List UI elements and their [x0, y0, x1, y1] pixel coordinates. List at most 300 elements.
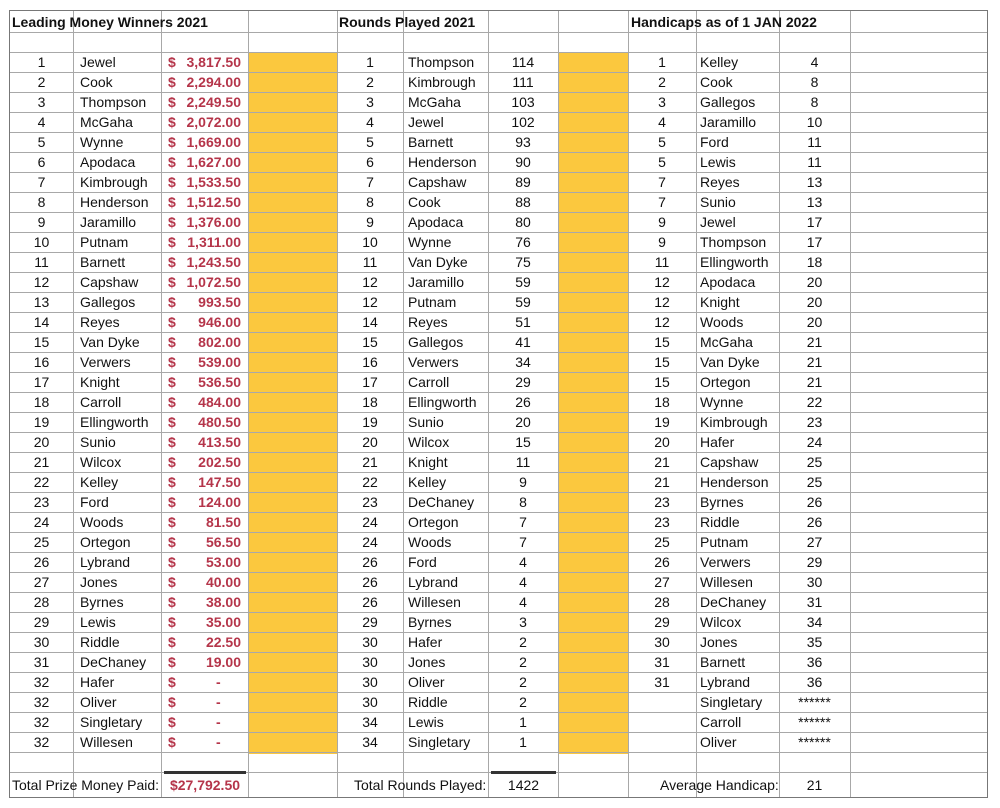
rounds-name: Apodaca [408, 214, 464, 230]
handicap-rank: 7 [658, 194, 666, 210]
money-currency: $ [168, 114, 176, 130]
money-currency: $ [168, 494, 176, 510]
handicap-rank: 5 [658, 134, 666, 150]
rounds-count: 4 [519, 574, 527, 590]
money-rank: 17 [33, 374, 50, 390]
rounds-rank: 23 [362, 494, 378, 510]
money-amount: 19.00 [205, 654, 241, 670]
money-total-value: $27,792.50 [169, 777, 241, 793]
money-name: Wynne [80, 134, 124, 150]
money-currency: $ [168, 74, 176, 90]
handicap-name: Knight [700, 294, 740, 310]
handicap-rank: 23 [654, 514, 670, 530]
handicaps-title: Handicaps as of 1 JAN 2022 [631, 14, 817, 30]
rounds-count: 2 [519, 634, 527, 650]
rounds-rank: 3 [366, 94, 374, 110]
rounds-rank: 8 [366, 194, 374, 210]
handicap-name: Barnett [700, 654, 746, 670]
rounds-title: Rounds Played 2021 [339, 14, 476, 30]
money-rank: 8 [37, 194, 46, 210]
money-amount: 1,533.50 [186, 174, 241, 190]
rounds-name: Oliver [408, 674, 445, 690]
rounds-rank: 34 [362, 734, 378, 750]
money-name: Wilcox [80, 454, 122, 470]
rounds-rank: 2 [366, 74, 374, 90]
handicap-name: Ellingworth [700, 254, 769, 270]
rounds-name: Wilcox [408, 434, 450, 450]
handicap-value: 13 [806, 174, 823, 190]
money-rank: 26 [33, 554, 50, 570]
rounds-rank: 19 [362, 414, 378, 430]
money-rank: 12 [33, 274, 50, 290]
rounds-count: 88 [515, 194, 531, 210]
rounds-rank: 10 [362, 234, 378, 250]
money-rank: 22 [33, 474, 50, 490]
handicap-value: ****** [798, 694, 831, 710]
money-amount: 38.00 [205, 594, 241, 610]
rounds-name: Van Dyke [408, 254, 468, 270]
handicap-name: DeChaney [700, 594, 767, 610]
money-amount: 40.00 [205, 574, 241, 590]
handicap-rank [628, 692, 696, 712]
money-currency: $ [168, 314, 176, 330]
handicap-value: 36 [806, 654, 823, 670]
money-amount: - [216, 714, 221, 730]
money-name: Knight [80, 374, 120, 390]
money-total-rule [164, 771, 246, 774]
money-currency: $ [168, 434, 176, 450]
rounds-count: 93 [515, 134, 531, 150]
rounds-name: Jones [408, 654, 446, 670]
money-currency: $ [168, 454, 176, 470]
rounds-name: Henderson [408, 154, 477, 170]
handicap-value: ****** [798, 714, 831, 730]
rounds-name: Ford [408, 554, 437, 570]
handicap-name: Reyes [700, 174, 740, 190]
money-title: Leading Money Winners 2021 [12, 14, 208, 30]
handicap-value: 24 [806, 434, 823, 450]
money-name: Singletary [80, 714, 143, 730]
money-currency: $ [168, 554, 176, 570]
rounds-rank: 18 [362, 394, 378, 410]
handicap-rank: 18 [654, 394, 670, 410]
rounds-count: 9 [519, 474, 527, 490]
money-currency: $ [168, 234, 176, 250]
money-currency: $ [168, 534, 176, 550]
handicap-rank: 27 [654, 574, 670, 590]
money-total-label: Total Prize Money Paid: [12, 777, 160, 793]
handicap-name: Wynne [700, 394, 744, 410]
handicap-rank: 5 [658, 154, 666, 170]
money-currency: $ [168, 334, 176, 350]
handicap-name: Jewel [700, 214, 736, 230]
money-rank: 32 [33, 734, 50, 750]
rounds-name: Kimbrough [408, 74, 476, 90]
rounds-name: Wynne [408, 234, 452, 250]
money-amount: 1,627.00 [186, 154, 241, 170]
money-rank: 23 [33, 494, 50, 510]
handicap-rank: 31 [654, 674, 670, 690]
money-rank: 27 [33, 574, 50, 590]
rounds-count: 114 [511, 54, 535, 70]
money-amount: 1,072.50 [186, 274, 241, 290]
handicap-value: 27 [806, 534, 823, 550]
rounds-count: 89 [515, 174, 531, 190]
handicap-rank: 15 [654, 354, 670, 370]
rounds-name: Putnam [408, 294, 457, 310]
rounds-name: Riddle [408, 694, 448, 710]
handicap-name: Henderson [700, 474, 769, 490]
money-currency: $ [168, 134, 176, 150]
money-amount: 147.50 [198, 474, 241, 490]
rounds-count: 2 [519, 674, 527, 690]
money-amount: 946.00 [198, 314, 241, 330]
money-amount: 81.50 [205, 514, 241, 530]
rounds-count: 1 [519, 734, 527, 750]
money-rank: 6 [37, 154, 46, 170]
rounds-count: 29 [515, 374, 531, 390]
rounds-count: 2 [519, 694, 527, 710]
handicap-value: 36 [806, 674, 823, 690]
rounds-rank: 6 [366, 154, 374, 170]
rounds-rank: 1 [366, 54, 374, 70]
rounds-name: Cook [408, 194, 441, 210]
money-rank: 4 [37, 114, 46, 130]
avg-handicap-value: 21 [806, 777, 823, 793]
money-amount: 3,817.50 [186, 54, 241, 70]
money-amount: 413.50 [198, 434, 241, 450]
rounds-rank: 30 [362, 694, 378, 710]
money-name: Riddle [80, 634, 120, 650]
rounds-count: 76 [515, 234, 531, 250]
handicap-rank [628, 732, 696, 752]
handicap-rank: 29 [654, 614, 670, 630]
rounds-total-rule [491, 771, 556, 774]
money-rank: 21 [33, 454, 50, 470]
money-name: Hafer [80, 674, 115, 690]
money-amount: 993.50 [198, 294, 241, 310]
money-currency: $ [168, 294, 176, 310]
handicap-rank: 15 [654, 374, 670, 390]
money-name: Jones [80, 574, 118, 590]
rounds-rank: 29 [362, 614, 378, 630]
rounds-count: 103 [511, 94, 535, 110]
money-name: Ellingworth [80, 414, 149, 430]
handicap-value: 25 [806, 474, 823, 490]
money-amount: 2,249.50 [186, 94, 241, 110]
rounds-rank: 26 [362, 554, 378, 570]
handicap-rank: 3 [658, 94, 666, 110]
handicap-rank: 1 [658, 54, 666, 70]
rounds-count: 7 [519, 534, 527, 550]
rounds-name: Capshaw [408, 174, 467, 190]
handicap-value: 22 [806, 394, 823, 410]
rounds-rank: 4 [366, 114, 374, 130]
money-amount: 1,512.50 [186, 194, 241, 210]
handicap-name: Kelley [700, 54, 739, 70]
money-rank: 20 [33, 434, 50, 450]
money-rank: 19 [33, 414, 50, 430]
money-rank: 5 [37, 134, 46, 150]
money-rank: 32 [33, 714, 50, 730]
money-currency: $ [168, 514, 176, 530]
money-currency: $ [168, 254, 176, 270]
rounds-count: 26 [515, 394, 531, 410]
handicap-value: 21 [806, 354, 823, 370]
money-currency: $ [168, 594, 176, 610]
money-currency: $ [168, 674, 176, 690]
money-name: Thompson [80, 94, 147, 110]
money-amount: - [216, 694, 221, 710]
money-name: Sunio [80, 434, 116, 450]
money-amount: 124.00 [198, 494, 241, 510]
money-name: Oliver [80, 694, 117, 710]
money-rank: 25 [33, 534, 50, 550]
handicap-name: Kimbrough [700, 414, 768, 430]
rounds-count: 75 [515, 254, 531, 270]
handicap-name: Riddle [700, 514, 740, 530]
handicap-value: 8 [810, 74, 819, 90]
money-amount: 484.00 [198, 394, 241, 410]
handicap-name: Thompson [700, 234, 767, 250]
money-name: DeChaney [80, 654, 147, 670]
rounds-rank: 24 [362, 534, 378, 550]
handicap-value: 35 [806, 634, 823, 650]
money-rank: 32 [33, 674, 50, 690]
money-name: Lybrand [80, 554, 131, 570]
money-rank: 1 [37, 54, 46, 70]
money-currency: $ [168, 174, 176, 190]
handicap-rank: 12 [654, 294, 670, 310]
money-name: Woods [80, 514, 124, 530]
handicap-name: Cook [700, 74, 733, 90]
rounds-name: Lybrand [408, 574, 459, 590]
money-currency: $ [168, 654, 176, 670]
money-rank: 32 [33, 694, 50, 710]
handicap-rank: 30 [654, 634, 670, 650]
rounds-rank: 12 [362, 274, 378, 290]
money-currency: $ [168, 374, 176, 390]
rounds-rank: 11 [362, 254, 378, 270]
money-name: Apodaca [80, 154, 136, 170]
rounds-count: 59 [515, 294, 531, 310]
rounds-count: 15 [515, 434, 531, 450]
money-rank: 15 [33, 334, 50, 350]
handicap-value: 30 [806, 574, 823, 590]
money-name: Gallegos [80, 294, 136, 310]
rounds-rank: 9 [366, 214, 374, 230]
rounds-name: Woods [408, 534, 452, 550]
money-amount: 22.50 [205, 634, 241, 650]
money-currency: $ [168, 274, 176, 290]
handicap-name: Jaramillo [700, 114, 757, 130]
rounds-rank: 17 [362, 374, 378, 390]
money-amount: 53.00 [205, 554, 241, 570]
money-name: Capshaw [80, 274, 139, 290]
money-currency: $ [168, 734, 176, 750]
handicap-name: Gallegos [700, 94, 756, 110]
rounds-name: Ortegon [408, 514, 459, 530]
handicap-value: 29 [806, 554, 823, 570]
money-amount: - [216, 674, 221, 690]
money-amount: 2,294.00 [186, 74, 241, 90]
money-amount: 56.50 [205, 534, 241, 550]
money-rank: 30 [33, 634, 50, 650]
handicap-value: 10 [806, 114, 823, 130]
rounds-rank: 26 [362, 574, 378, 590]
rounds-name: Kelley [408, 474, 447, 490]
rounds-name: Barnett [408, 134, 454, 150]
handicap-rank: 9 [658, 234, 666, 250]
rounds-name: Byrnes [408, 614, 452, 630]
handicap-name: Carroll [700, 714, 742, 730]
money-rank: 18 [33, 394, 50, 410]
rounds-rank: 5 [366, 134, 374, 150]
rounds-name: Carroll [408, 374, 450, 390]
money-currency: $ [168, 634, 176, 650]
money-amount: 539.00 [198, 354, 241, 370]
handicap-name: Hafer [700, 434, 735, 450]
money-rank: 10 [33, 234, 50, 250]
money-rank: 9 [37, 214, 46, 230]
handicap-value: 34 [806, 614, 823, 630]
money-name: Willesen [80, 734, 133, 750]
handicap-value: 21 [806, 334, 823, 350]
handicap-value: 17 [806, 214, 823, 230]
handicap-value: 20 [806, 314, 823, 330]
money-amount: 1,311.00 [187, 234, 241, 250]
handicap-name: Lybrand [700, 674, 751, 690]
rounds-name: Singletary [408, 734, 471, 750]
handicap-rank: 20 [654, 434, 670, 450]
rounds-name: Jewel [408, 114, 444, 130]
rounds-rank: 30 [362, 634, 378, 650]
handicap-name: Wilcox [700, 614, 742, 630]
money-currency: $ [168, 474, 176, 490]
handicap-rank: 15 [654, 334, 670, 350]
handicap-value: 25 [806, 454, 823, 470]
handicap-rank: 25 [654, 534, 670, 550]
money-name: Ford [80, 494, 109, 510]
money-rank: 11 [34, 254, 49, 270]
money-rank: 16 [33, 354, 50, 370]
money-name: Kimbrough [80, 174, 148, 190]
handicap-value: 13 [806, 194, 823, 210]
money-name: Carroll [80, 394, 122, 410]
handicap-name: Capshaw [700, 454, 759, 470]
handicap-rank: 21 [654, 474, 670, 490]
rounds-count: 11 [515, 454, 531, 470]
money-currency: $ [168, 414, 176, 430]
rounds-count: 111 [512, 74, 534, 90]
rounds-rank: 21 [362, 454, 378, 470]
money-name: Cook [80, 74, 113, 90]
handicap-name: Apodaca [700, 274, 756, 290]
rounds-rank: 7 [366, 174, 374, 190]
rounds-count: 1 [519, 714, 527, 730]
handicap-value: 31 [806, 594, 823, 610]
money-name: Lewis [80, 614, 116, 630]
rounds-rank: 20 [362, 434, 378, 450]
rounds-count: 2 [519, 654, 527, 670]
handicap-rank: 11 [654, 254, 670, 270]
rounds-rank: 24 [362, 514, 378, 530]
rounds-name: Lewis [408, 714, 444, 730]
rounds-count: 7 [519, 514, 527, 530]
money-name: Verwers [80, 354, 131, 370]
rounds-count: 4 [519, 594, 527, 610]
money-currency: $ [168, 354, 176, 370]
rounds-name: Willesen [408, 594, 461, 610]
handicap-rank: 9 [658, 214, 666, 230]
handicap-rank: 4 [658, 114, 666, 130]
rounds-name: Verwers [408, 354, 459, 370]
money-amount: 802.00 [198, 334, 241, 350]
handicap-name: Singletary [700, 694, 763, 710]
rounds-count: 20 [515, 414, 531, 430]
handicap-value: 23 [806, 414, 823, 430]
handicap-value: 26 [806, 514, 823, 530]
handicap-name: Jones [700, 634, 738, 650]
money-name: Kelley [80, 474, 119, 490]
handicap-rank: 21 [654, 454, 670, 470]
money-name: Van Dyke [80, 334, 140, 350]
money-currency: $ [168, 714, 176, 730]
rounds-count: 41 [515, 334, 531, 350]
handicap-name: Putnam [700, 534, 749, 550]
rounds-name: Jaramillo [408, 274, 465, 290]
money-name: Henderson [80, 194, 149, 210]
money-currency: $ [168, 214, 176, 230]
money-currency: $ [168, 694, 176, 710]
rounds-total-value: 1422 [507, 777, 540, 793]
handicap-name: Verwers [700, 554, 751, 570]
rounds-rank: 15 [362, 334, 378, 350]
money-amount: 1,243.50 [186, 254, 241, 270]
handicap-name: Byrnes [700, 494, 744, 510]
money-rank: 3 [37, 94, 46, 110]
rounds-count: 4 [519, 554, 527, 570]
money-amount: 202.50 [198, 454, 241, 470]
money-amount: 1,376.00 [186, 214, 241, 230]
rounds-count: 59 [515, 274, 531, 290]
rounds-count: 80 [515, 214, 531, 230]
money-name: Putnam [80, 234, 129, 250]
handicap-rank: 28 [654, 594, 670, 610]
rounds-count: 3 [519, 614, 527, 630]
handicap-value: 26 [806, 494, 823, 510]
money-rank: 31 [33, 654, 50, 670]
handicap-rank: 19 [654, 414, 670, 430]
money-currency: $ [168, 574, 176, 590]
rounds-count: 8 [519, 494, 527, 510]
rounds-count: 51 [515, 314, 531, 330]
handicap-value: 11 [807, 154, 822, 170]
money-name: Ortegon [80, 534, 131, 550]
handicap-rank: 7 [658, 174, 666, 190]
rounds-name: Gallegos [408, 334, 464, 350]
money-currency: $ [168, 154, 176, 170]
rounds-name: Thompson [408, 54, 475, 70]
money-currency: $ [168, 94, 176, 110]
handicap-value: 8 [810, 94, 819, 110]
handicap-name: Oliver [700, 734, 737, 750]
rounds-rank: 30 [362, 674, 378, 690]
handicap-name: Willesen [700, 574, 753, 590]
handicap-rank: 23 [654, 494, 670, 510]
money-rank: 29 [33, 614, 50, 630]
rounds-name: DeChaney [408, 494, 475, 510]
